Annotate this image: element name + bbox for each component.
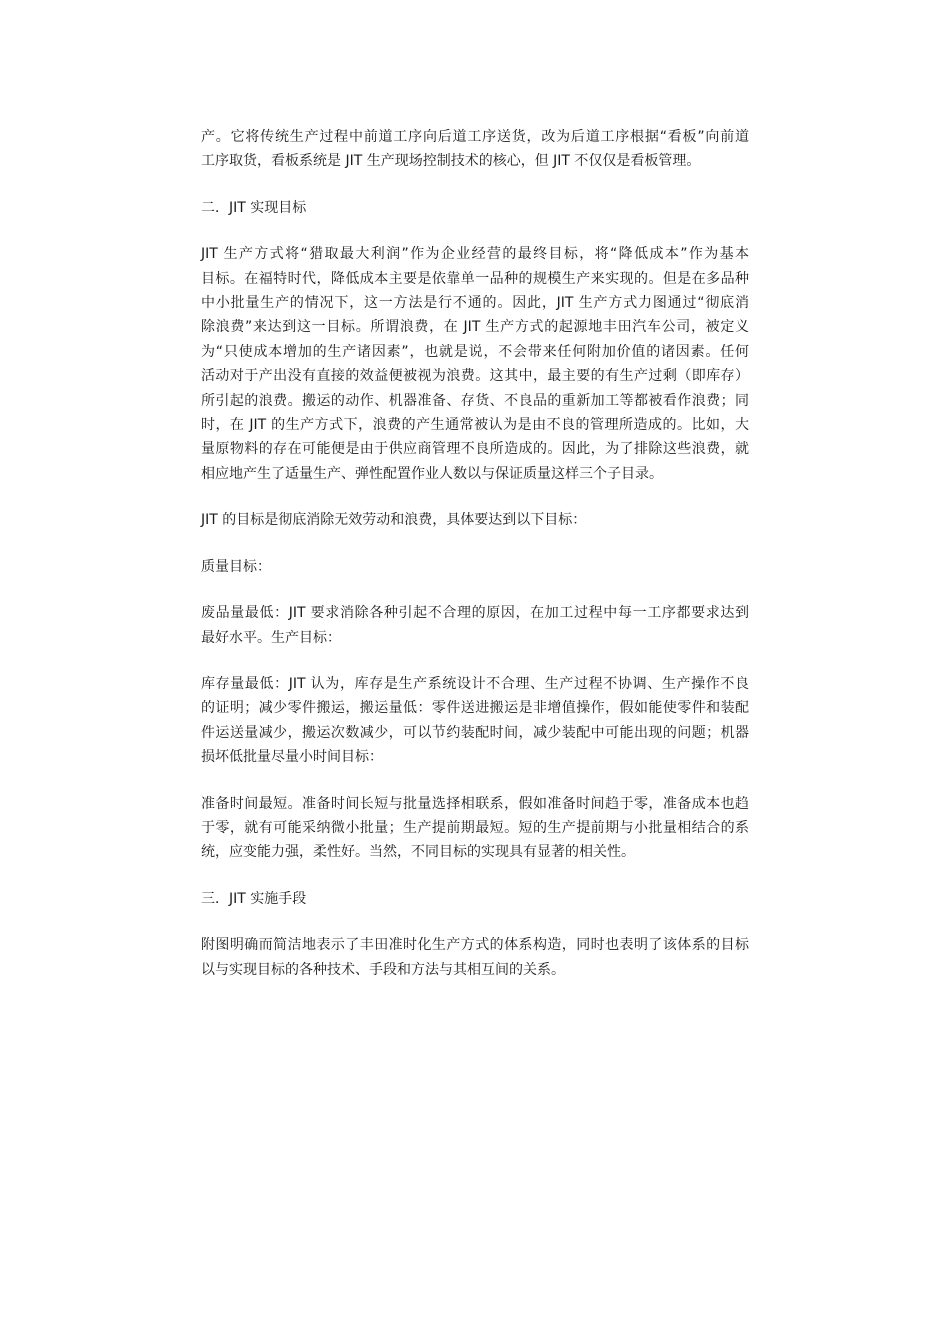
text-line: 量原物料的存在可能便是由于供应商管理不良所造成的。因此，为了排除这些浪费，就	[201, 441, 749, 458]
text-line: 件运送量减少，搬运次数减少，可以节约装配时间，减少装配中可能出现的问题；机器	[201, 724, 749, 741]
text-line: 除浪费”来达到这一目标。所谓浪费，在 JIT 生产方式的起源地丰田汽车公司，被定义	[201, 319, 749, 336]
text-line: 最好水平。生产目标：	[201, 629, 341, 646]
paragraph-jit-targets	[201, 508, 749, 532]
paragraph-jit-profit-goal	[201, 242, 749, 486]
paragraph-toyota-system	[201, 933, 749, 982]
paragraph-kanban-intro	[201, 125, 749, 174]
text-line: 中小批量生产的情况下，这一方法是行不通的。因此，JIT 生产方式力图通过“彻底消	[201, 295, 749, 312]
text-line: 统，应变能力强，柔性好。当然，不同目标的实现具有显著的相关性。	[201, 844, 635, 861]
text-line: 活动对于产出没有直接的效益便被视为浪费。这其中，最主要的有生产过剩（即库存）	[201, 368, 749, 385]
text-line: 目标。在福特时代，降低成本主要是依靠单一品种的规模生产来实现的。但是在多品种	[201, 270, 749, 287]
text-line: 损坏低批量尽量小时间目标：	[201, 749, 383, 766]
text-line: JIT 生产方式将“猎取最大利润”作为企业经营的最终目标，将“降低成本”作为基本	[201, 246, 749, 263]
text-line: 工序取货，看板系统是 JIT 生产现场控制技术的核心，但 JIT 不仅仅是看板管理。	[201, 153, 701, 170]
paragraph-scrap-minimum	[201, 601, 749, 650]
text-line: 产。它将传统生产过程中前道工序向后道工序送货，改为后道工序根据“看板”向前道	[201, 129, 749, 145]
paragraph-quality-target	[201, 555, 749, 579]
paragraph-setup-time	[201, 792, 749, 865]
text-line: 为“只使成本增加的生产诸因素”，也就是说，不会带来任何附加价值的诸因素。任何	[201, 343, 749, 360]
text-line: 时，在 JIT 的生产方式下，浪费的产生通常被认为是由不良的管理所造成的。比如，大	[201, 417, 749, 434]
text-line: 所引起的浪费。搬运的动作、机器准备、存货、不良品的重新加工等都被看作浪费；同	[201, 392, 749, 409]
text-line: 废品量最低：JIT 要求消除各种引起不合理的原因，在加工过程中每一工序都要求达到	[201, 605, 749, 622]
section-heading-jit-methods: 三．JIT 实施手段	[201, 890, 307, 907]
text-line: 以与实现目标的各种技术、手段和方法与其相互间的关系。	[201, 961, 565, 978]
text-line: 相应地产生了适量生产、弹性配置作业人数以与保证质量这样三个子目录。	[201, 465, 663, 482]
text-line: 于零，就有可能采纳微小批量；生产提前期最短。短的生产提前期与小批量相结合的系	[201, 819, 749, 836]
text-line: JIT 的目标是彻底消除无效劳动和浪费，具体要达到以下目标：	[201, 512, 587, 529]
text-line: 质量目标：	[201, 558, 271, 575]
section-heading-jit-goals: 二．JIT 实现目标	[201, 199, 307, 216]
paragraph-inventory-minimum	[201, 672, 749, 770]
text-line: 附图明确而简洁地表示了丰田准时化生产方式的体系构造，同时也表明了该体系的目标	[201, 937, 749, 954]
document-body	[201, 125, 749, 1004]
text-line: 的证明；减少零件搬运，搬运量低：零件送进搬运是非增值操作，假如能使零件和装配	[201, 700, 749, 717]
text-line: 库存量最低：JIT 认为，库存是生产系统设计不合理、生产过程不协调、生产操作不良	[201, 675, 749, 692]
text-line: 准备时间最短。准备时间长短与批量选择相联系，假如准备时间趋于零，准备成本也趋	[201, 795, 749, 812]
